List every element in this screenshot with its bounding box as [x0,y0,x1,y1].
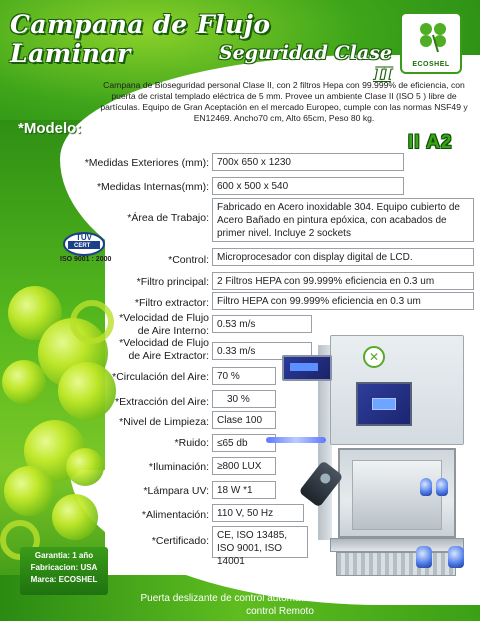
spec-value: 700x 650 x 1230 [212,153,404,171]
image-caption: Puerta deslizante de control automático de vidrio templado con control Remoto [140,593,420,617]
uv-lamp-icon [266,437,326,443]
decor-bubble [4,466,54,516]
page-title: Campana de Flujo Laminar [10,10,271,68]
cabinet-logo-icon: ✕ [363,346,385,368]
model-label: *Modelo: [18,120,82,137]
iso-cert-text: ISO 9001 : 2000 [60,256,112,263]
page-subtitle: Seguridad Clase II [218,42,392,86]
spec-value: Microprocesador con display digital de LCD. [212,248,474,266]
spec-value: ≤65 db [212,434,276,452]
cabinet-lcd-screen [372,398,396,410]
spec-value: CE, ISO 13485, ISO 9001, ISO 14001 [212,526,308,558]
spec-label: *Medidas Exteriores (mm): [84,157,209,169]
spec-label: *Circulación del Aire: [112,371,209,383]
intro-paragraph: Campana de Bioseguridad personal Clase II, con 2 filtros Hepa con 99.999% de eficiencia, con puerta de cristal templado eléctrica de 5 mm. Provee un ambiente Clase II (ISO 5 ) libre de partículas. Equipo de Gran Aceptación en el mercado Europeo, cumple con las normas NSF49 y EN12469. Ancho70 cm, Alto 65cm, Peso 80 kg. [100,80,468,123]
bulb-icon [448,546,464,568]
spec-label: *Iluminación: [148,461,209,473]
spec-value: 0.33 m/s [212,342,312,360]
spec-value: ≥800 LUX [212,457,276,475]
warranty-box [20,547,108,595]
spec-value: 600 x 500 x 540 [212,177,404,195]
decor-bubble [2,360,46,404]
spec-label: *Lámpara UV: [143,485,209,497]
spec-value: Filtro HEPA con 99.999% eficiencia en 0.3 um [212,292,474,310]
spec-label: *Alimentación: [141,509,209,521]
spec-label: *Filtro principal: [136,276,209,288]
cabinet-base [330,538,464,552]
spec-value: Clase 100 [212,411,276,429]
bulb-icon [416,546,432,568]
tuv-text: TÜV [76,233,92,242]
spec-value: 110 V, 50 Hz [212,504,304,522]
spec-label: *Velocidad de Flujo de Aire Extractor: [119,337,209,362]
spec-value: 0.53 m/s [212,315,312,333]
brand-logo [400,12,462,74]
logo-text: ECOSHEL [412,61,450,68]
manufacture-line: Fabricacion: USA [30,563,98,572]
spec-label: *Velocidad de Flujo de Aire Interno: [119,312,209,337]
spec-value: 30 % [212,390,276,408]
cabinet-stand [336,552,456,576]
bulb-icon [420,478,432,496]
decor-bubble [58,362,116,420]
spec-label: *Filtro extractor: [134,297,209,309]
spec-label: *Control: [168,254,209,266]
spec-value: 18 W *1 [212,481,276,499]
spec-value: 2 Filtros HEPA con 99.999% eficiencia en 0.3 um [212,272,474,290]
spec-label: *Certificado: [151,535,209,547]
spec-value: Fabricado en Acero inoxidable 304. Equipo cubierto de Acero Bañado en pintura epóxica, con acabados de primer nivel. Incluye 2 sockets [212,198,474,242]
decor-bubble [52,494,98,540]
spec-label: *Nivel de Limpieza: [119,416,209,428]
decor-bubble [66,448,104,486]
brand-line: Marca: ECOSHEL [30,575,98,584]
spec-value: 70 % [212,367,276,385]
tuv-subtext: CERT [74,243,91,249]
model-code: II A2 [408,132,453,153]
bulb-icon [436,478,448,496]
control-panel-closeup [282,355,332,381]
spec-label: *Medidas Internas(mm): [96,181,209,193]
spec-label: *Área de Trabajo: [127,212,209,224]
clover-icon [414,18,452,54]
warranty-line: Garantia: 1 año [34,551,94,560]
spec-label: *Extracción del Aire: [115,396,209,408]
spec-label: *Ruido: [174,437,209,449]
